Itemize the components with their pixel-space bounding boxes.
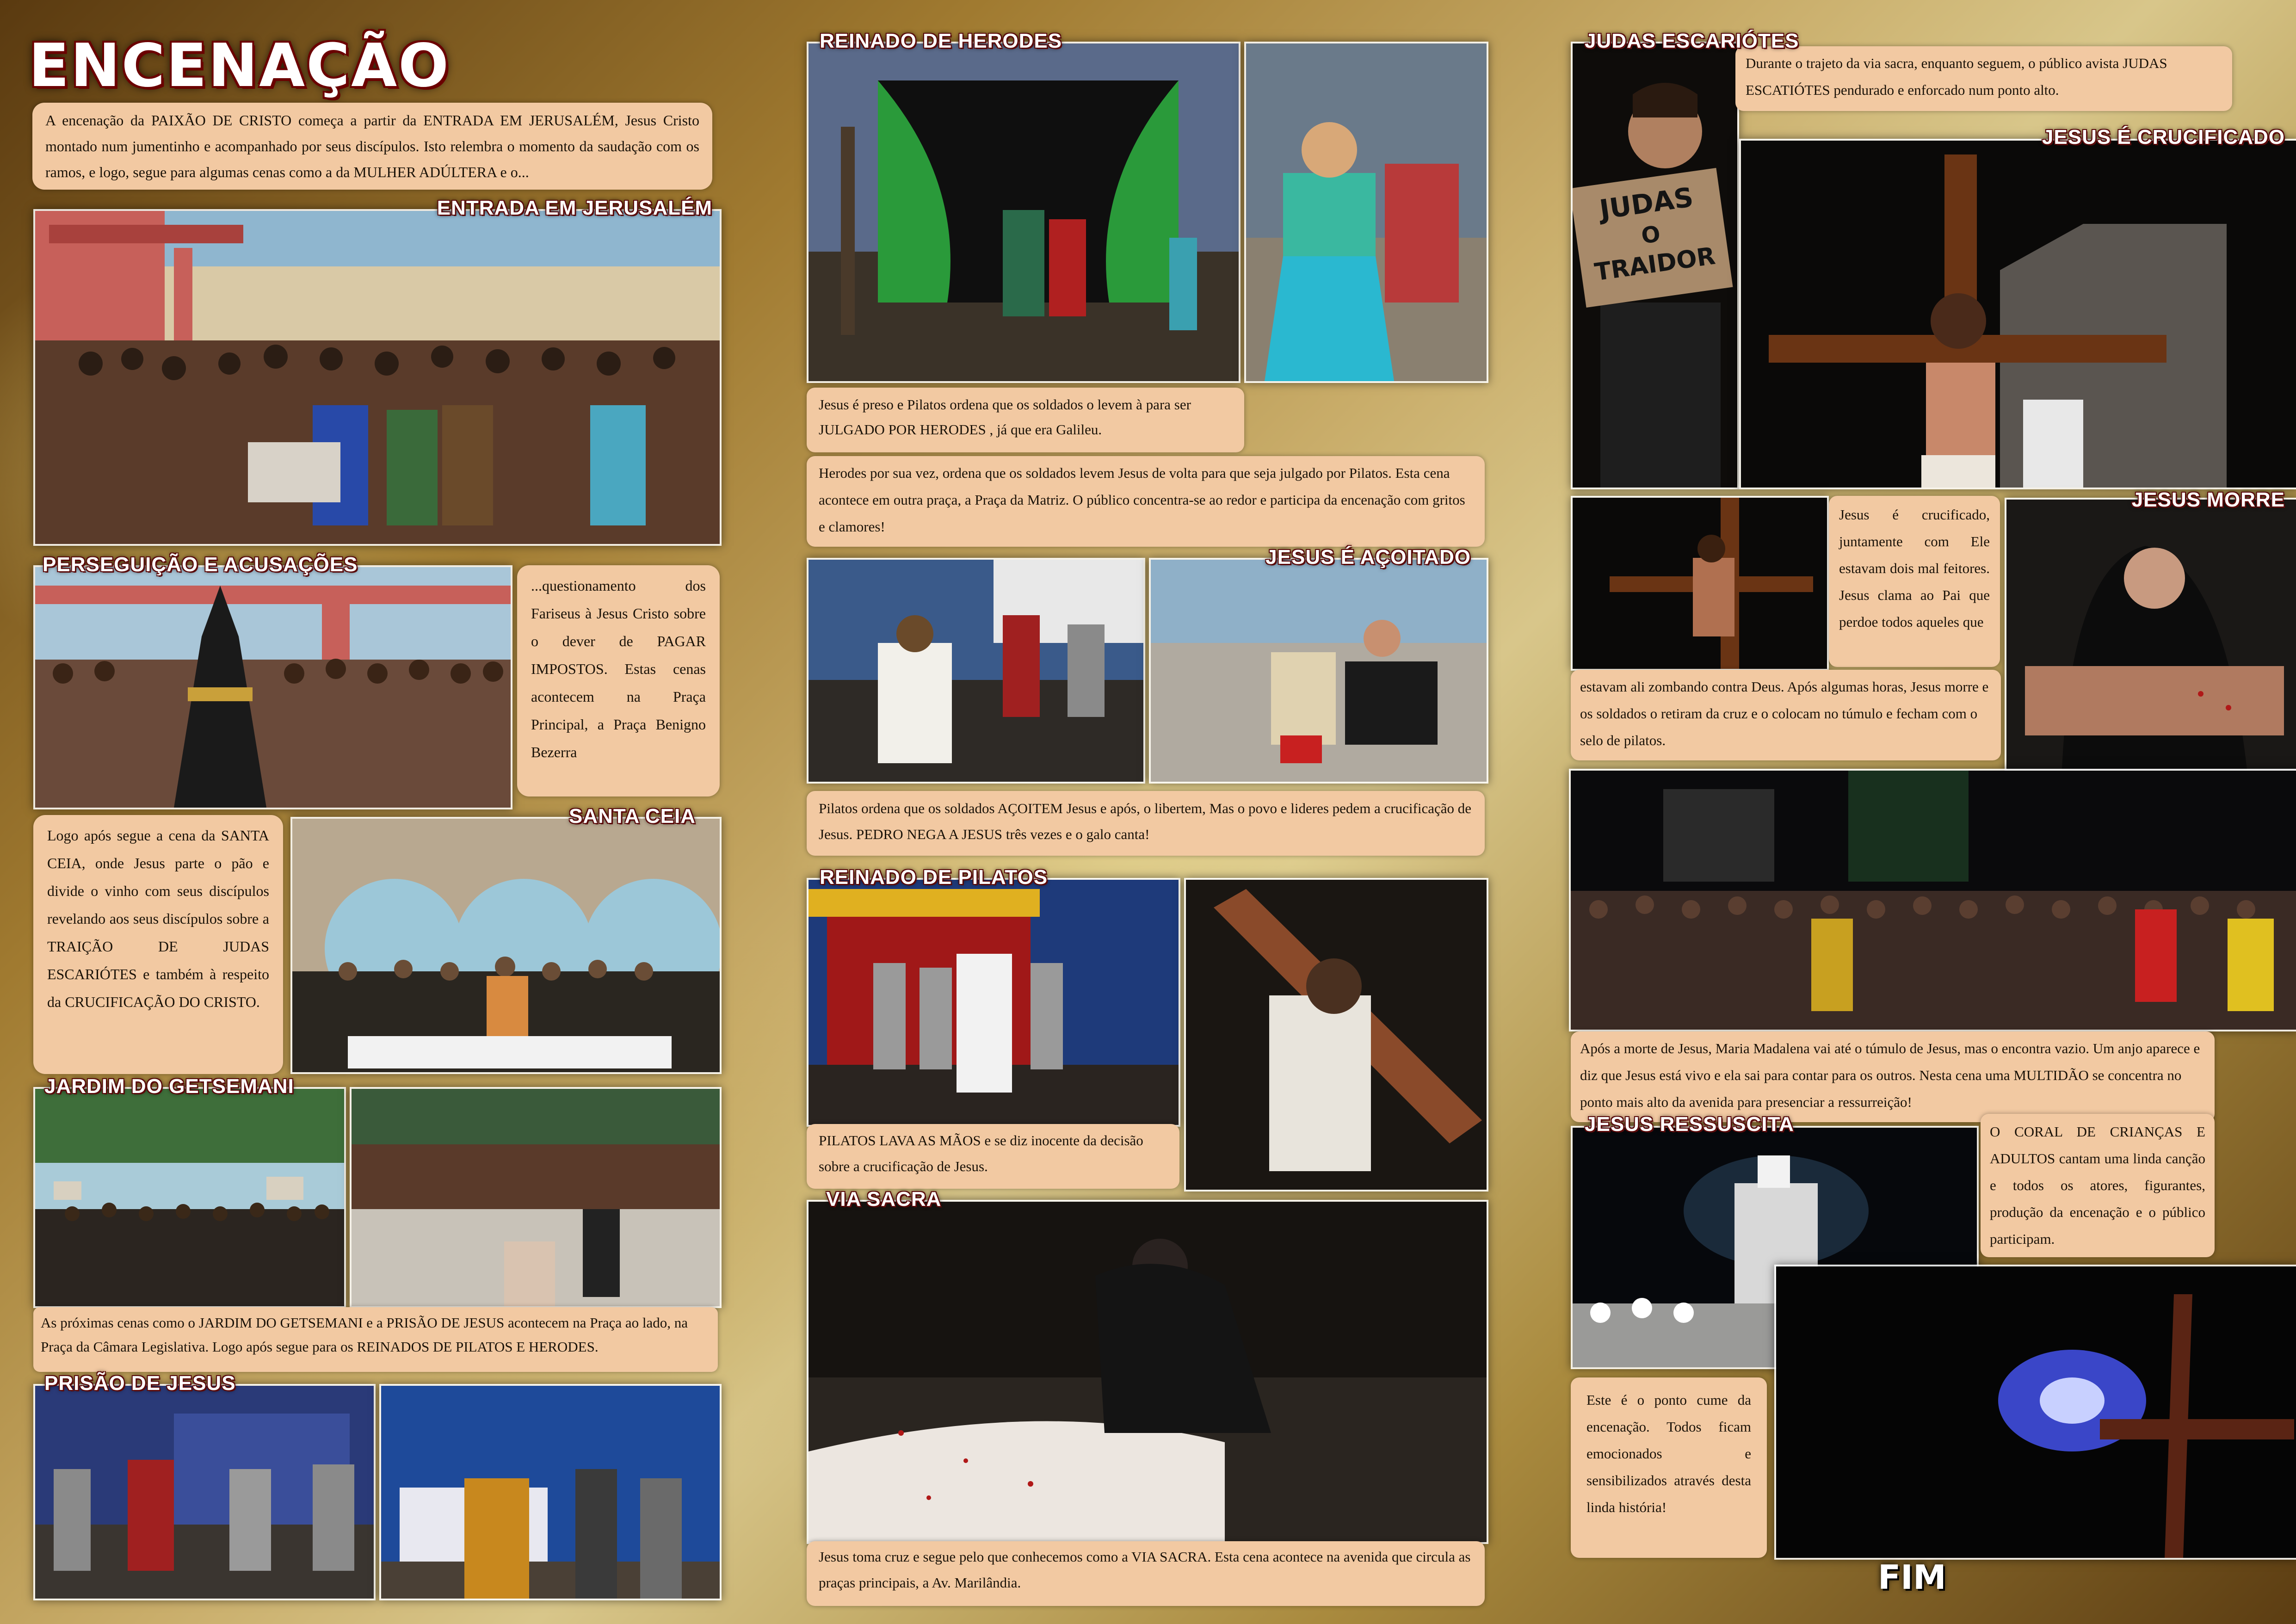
photo-getsemani-1	[33, 1087, 346, 1308]
photo-santa-ceia	[290, 817, 722, 1074]
photo-prisao-1	[33, 1384, 376, 1600]
caption-ponto-cume: Este é o ponto cume da encenação. Todos ficam emocionados e sensibilizados através desta linda história!	[1571, 1377, 1767, 1558]
photo-herodes-2	[1244, 42, 1488, 383]
caption-crucificado-top: Jesus é crucificado, juntamente com Ele estavam dois mal feitores. Jesus clama ao Pai que perdoe todos aqueles que	[1829, 496, 2000, 667]
section-title-herodes: REINADO DE HERODES	[820, 30, 1062, 52]
photo-entrada-jerusalem	[33, 209, 722, 546]
photo-acoitado-1	[807, 558, 1145, 784]
caption-coral: O CORAL DE CRIANÇAS E ADULTOS cantam uma linda canção e todos os atores, figurantes, produção da encenação e o público participam.	[1981, 1114, 2215, 1257]
caption-santa-ceia: Logo após segue a cena da SANTA CEIA, onde Jesus parte o pão e divide o vinho com seus discípulos revelando aos seus discípulos sobre a TRAIÇÃO DE JUDAS ESCARIÓTES e também à respeito da CRUCIFICAÇÃO DO CRISTO.	[33, 815, 283, 1074]
photo-via-sacra	[807, 1200, 1488, 1544]
sign-line-2: O	[1640, 221, 1662, 249]
photo-perseguicao	[33, 565, 512, 809]
caption-via-sacra: Jesus toma cruz e segue pelo que conhecemos como a VIA SACRA. Esta cena acontece na avenida que circula as praças principais, a Av. Marilândia.	[807, 1541, 1485, 1606]
photo-multidao	[1569, 769, 2296, 1031]
intro-text: A encenação da PAIXÃO DE CRISTO começa a partir da ENTRADA EM JERUSALÉM, Jesus Cristo montado num jumentinho e acompanhado por seus discípulos. Isto relembra o momento da saudação com os ramos, e logo, segue para algumas cenas como a da MULHER ADÚLTERA e o...	[45, 112, 699, 180]
intro-caption	[32, 103, 712, 190]
photo-crucificado	[1739, 139, 2296, 489]
section-title-santa-ceia: SANTA CEIA	[569, 805, 696, 827]
section-title-judas: JUDAS ESCARIÓTES	[1585, 30, 1799, 52]
caption-herodes-2: Herodes por sua vez, ordena que os soldados levem Jesus de volta para que seja julgado por Pilatos. Esta cena acontece em outra praça, a Praça da Matriz. O público concentra-se ao redor e participa da encenação com gritos e clamores!	[807, 456, 1485, 547]
caption-herodes-1: Jesus é preso e Pilatos ordena que os soldados o levem à para ser JULGADO POR HERODES , já que era Galileu.	[807, 388, 1244, 452]
section-title-morre: JESUS MORRE	[2131, 488, 2285, 511]
caption-judas: Durante o trajeto da via sacra, enquanto seguem, o público avista JUDAS ESCATIÓTES pendurado e enforcado num ponto alto.	[1735, 46, 2232, 111]
caption-pilatos: PILATOS LAVA AS MÃOS e se diz inocente da decisão sobre a crucificação de Jesus.	[807, 1124, 1179, 1189]
sign-line-1: JUDAS	[1598, 181, 1696, 226]
caption-getsemani: As próximas cenas como o JARDIM DO GETSEMANI e a PRISÃO DE JESUS acontecem na Praça ao lado, na Praça da Câmara Legislativa. Logo após segue para os REINADOS DE PILATOS E HERODES.	[33, 1307, 718, 1372]
section-title-pilatos: REINADO DE PILATOS	[820, 866, 1048, 889]
photo-final	[1774, 1265, 2296, 1560]
photo-herodes-1	[807, 42, 1241, 383]
caption-acoitado: Pilatos ordena que os soldados AÇOITEM Jesus e após, o libertem, Mas o povo e lideres pedem a crucificação de Jesus. PEDRO NEGA A JESUS três vezes e o galo canta!	[807, 791, 1485, 856]
section-title-crucificado: JESUS É CRUCIFICADO	[2042, 126, 2285, 148]
section-title-perseguicao: PERSEGUIÇÃO E ACUSAÇÕES	[43, 553, 358, 576]
section-title-prisao: PRISÃO DE JESUS	[44, 1372, 236, 1395]
section-title-ressuscita: JESUS RESSUSCITA	[1585, 1113, 1794, 1136]
fim-label: FIM	[1878, 1558, 1946, 1597]
sign-line-3: TRAIDOR	[1592, 242, 1717, 287]
photo-acoitado-2	[1149, 558, 1488, 784]
caption-madalena: Após a morte de Jesus, Maria Madalena vai até o túmulo de Jesus, mas o encontra vazio. Um anjo aparece e diz que Jesus está vivo e ela sai para contar para os outros. Nesta cena uma MULTIDÃO se concentra no ponto mais alto da avenida para presenciar a ressurreição!	[1571, 1031, 2215, 1122]
page-title: ENCENAÇÃO	[29, 31, 450, 100]
photo-getsemani-2	[350, 1087, 722, 1308]
photo-jesus-morre	[2005, 498, 2296, 772]
section-title-entrada: ENTRADA EM JERUSALÉM	[437, 197, 712, 219]
photo-crucificado-2	[1571, 496, 1829, 671]
caption-perseguicao: ...questionamento dos Fariseus à Jesus Cristo sobre o dever de PAGAR IMPOSTOS. Estas cenas acontecem na Praça Principal, a Praça Benigno Bezerra	[517, 565, 720, 797]
photo-prisao-2	[379, 1384, 722, 1600]
section-title-acoitado: JESUS É AÇOITADO	[1265, 546, 1471, 568]
caption-crucificado-bottom: estavam ali zombando contra Deus. Após algumas horas, Jesus morre e os soldados o retiram da cruz e o colocam no túmulo e fecham com o selo de pilatos.	[1571, 670, 2001, 760]
photo-judas	[1571, 42, 1739, 489]
photo-pilatos-2	[1184, 878, 1488, 1192]
section-title-getsemani: JARDIM DO GETSEMANI	[44, 1075, 294, 1098]
photo-pilatos-1	[807, 878, 1180, 1127]
section-title-via-sacra: VIA SACRA	[826, 1188, 942, 1210]
